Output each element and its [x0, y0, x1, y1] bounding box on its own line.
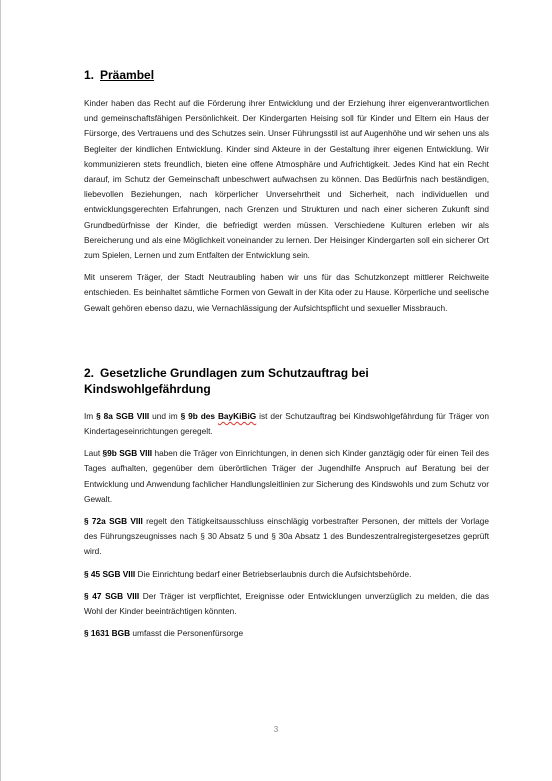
section-2-heading: [84, 365, 489, 397]
section-2-title: Gesetzliche Grundlagen zum Schutzauftrag bei Kindswohlgefährdung: [84, 365, 369, 396]
law-reference: § 8a SGB VIII: [96, 410, 150, 421]
section-2-number: 2.: [84, 365, 95, 380]
law-reference: § 72a SGB VIII: [84, 516, 143, 527]
text-run: Laut: [84, 448, 103, 459]
text-run: Im: [84, 410, 97, 421]
law-reference: § 45 SGB VIII: [84, 568, 136, 579]
law-paragraph-8a: [84, 409, 489, 439]
law-reference: §9b SGB VIII: [102, 448, 153, 459]
text-run: umfasst die Personenfürsorge: [130, 628, 244, 639]
page-edge: [0, 0, 1, 781]
section-1-number: 1.: [84, 68, 95, 82]
text-run: haben die Träger von Einrichtungen, in denen sich Kinder ganztägig oder für einen Teil des Tages aufhalten, gegenüber dem überörtlichen Träger der Jugendhilfe Anspruch auf Beratung bei der Entwicklung und Anwendung fachlicher Handlungsleitlinien zur Sicherung des Kindswohls und zum Schutz vor Gewalt.: [84, 448, 489, 504]
text-run: Der Träger ist verpflichtet, Ereignisse oder Entwicklungen unverzüglich zu melden, die das Wohl der Kinder beeinträchtigen könnten.: [84, 590, 489, 617]
document-body: [84, 67, 489, 648]
law-paragraph-72a: [84, 514, 489, 560]
text-run: und im: [149, 410, 181, 421]
section-1-title: Präambel: [100, 68, 155, 82]
text-run: regelt den Tätigkeitsausschluss einschlägig vorbestrafter Personen, der mittels der Vorlage des Führungszeugnisses nach § 30 Absatz 5 und § 30a Absatz 1 des Bundeszentralregistergesetzes geprüft wird.: [84, 516, 489, 557]
preamble-paragraph-2: Mit unserem Träger, der Stadt Neutraubling haben wir uns für das Schutzkonzept mittlerer Reichweite entschieden. Es beinhaltet sämtliche Formen von Gewalt in der Kita oder zu Hause. Körperliche und seelische Gewalt gehören ebenso dazu, wie Vernachlässigung der Aufsichtspflicht und sexueller Missbrauch.: [84, 272, 489, 313]
preamble-paragraph-1: Kinder haben das Recht auf die Förderung ihrer Entwicklung und der Erziehung ihrer eigenverantwortlichen und gemeinschaftsfähigen Persönlichkeit. Der Kindergarten Heising soll für Kinder und Eltern ein Haus der Fürsorge, des Vertrauens und des Schutzes sein. Unser Führungsstil ist auf Augenhöhe und wir sehen uns als Begleiter der kindlichen Entwicklung. Kinder sind Akteure in der Gestaltung ihrer eigenen Entwicklung. Wir kommunizieren stets freundlich, bieten eine offene Atmosphäre und Aufrichtigkeit. Jedes Kind hat ein Recht darauf, im Schutz der Gemeinschaft unbeschwert aufwachsen zu können. Das Bedürfnis nach beständigen, liebevollen Beziehungen, nach körperlicher Unversehrtheit und Sicherheit, nach individuellen und entwicklungsgerechten Erfahrungen, nach Grenzen und Strukturen und nach einer sicheren Zukunft sind Grundbedürfnisse der Kinder, die befriedigt werden müssen. Verschiedene Kulturen erleben wir als Bereicherung und als eine Möglichkeit voneinander zu lernen. Der Heisinger Kindergarten soll ein sicherer Ort zum Spielen, Lernen und zum Entfalten der Entwicklung sein.: [84, 98, 489, 261]
law-paragraph-47: [84, 589, 489, 619]
law-reference: § 1631 BGB: [84, 628, 131, 639]
law-paragraph-1631: [84, 626, 489, 641]
law-paragraph-45: [84, 567, 489, 582]
text-run: ist der Schutzauftrag bei Kindswohlgefährdung für Träger von Kindertageseinrichtungen geregelt.: [84, 410, 489, 437]
page-number: 3: [273, 725, 279, 734]
law-reference: § 47 SGB VIII: [84, 590, 140, 601]
section-1-heading: [84, 67, 489, 83]
text-run: Die Einrichtung bedarf einer Betriebserlaubnis durch die Aufsichtsbehörde.: [135, 568, 412, 579]
spellcheck-flagged-word: BayKiBiG: [217, 410, 257, 421]
law-paragraph-9b: [84, 446, 489, 507]
law-reference: § 9b des: [180, 410, 218, 421]
